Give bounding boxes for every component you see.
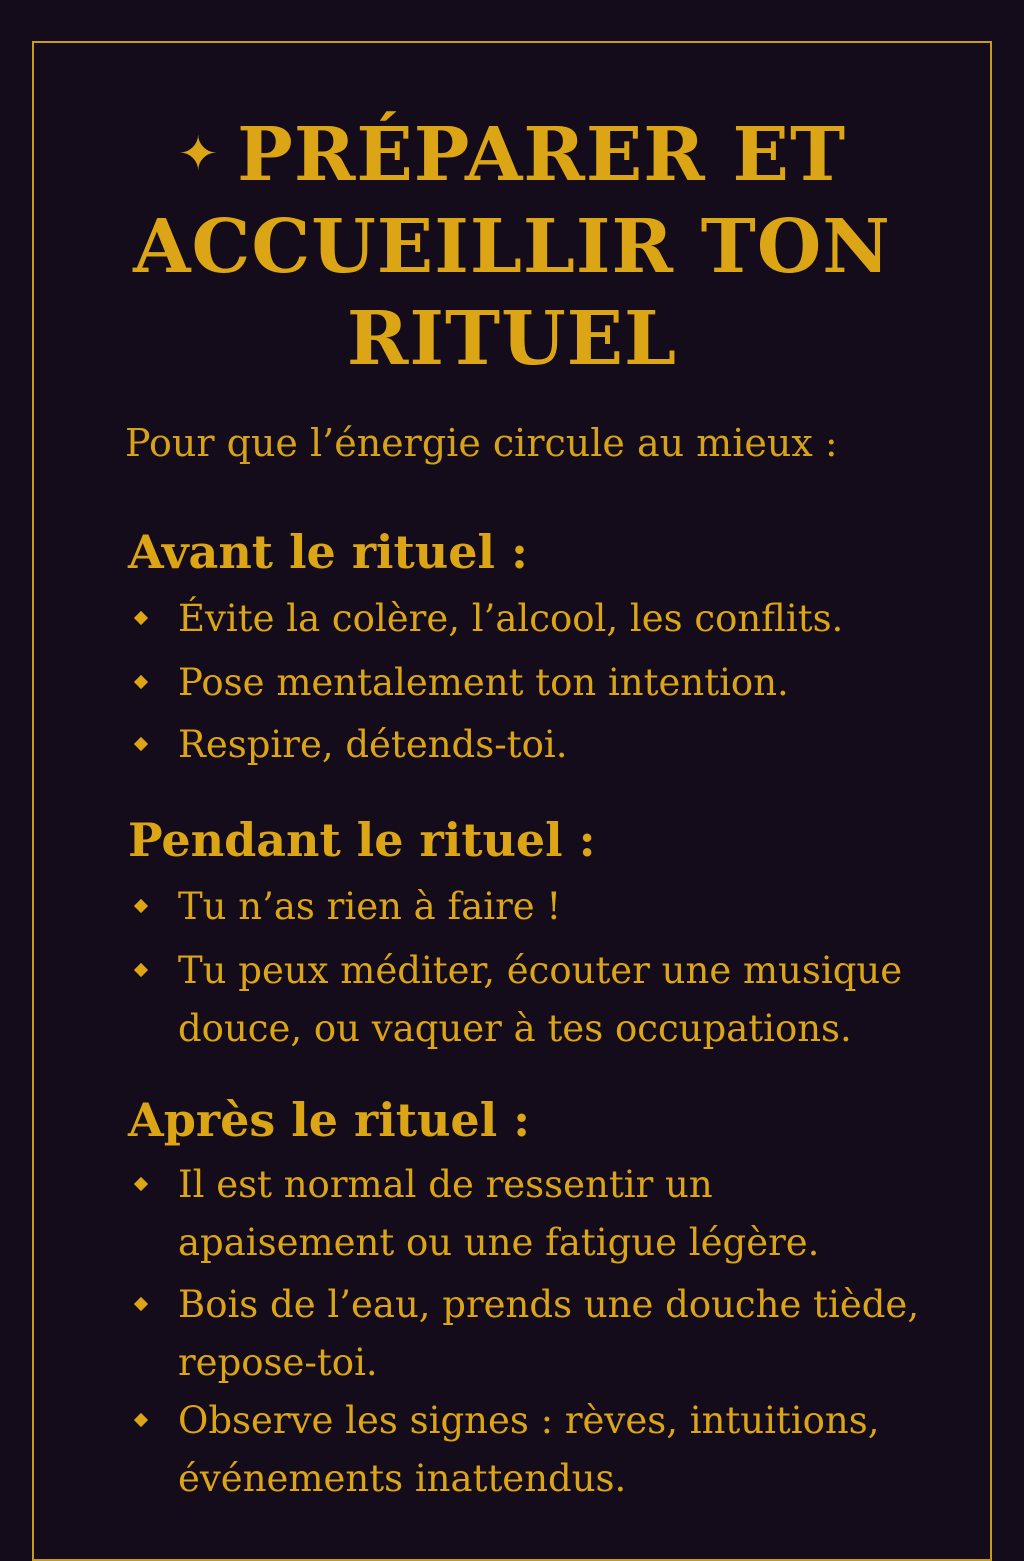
list-item	[134, 878, 954, 936]
section-title-apres: Après le rituel :	[128, 1093, 531, 1147]
list-item-text: Il est normal de ressentir un	[178, 1163, 713, 1206]
section-title-pendant: Pendant le rituel :	[128, 813, 596, 867]
list-item-text: Pose mentalement ton intention.	[178, 661, 789, 704]
diamond-bullet-icon	[134, 1177, 148, 1191]
list-item	[134, 590, 954, 648]
list-item-text: Évite la colère, l’alcool, les conflits.	[178, 597, 844, 640]
diamond-bullet-icon	[134, 963, 148, 977]
diamond-bullet-icon	[134, 1413, 148, 1427]
list-item	[134, 1156, 954, 1272]
sparkle-star-icon: ✦	[177, 126, 220, 182]
intro-text: Pour que l’énergie circule au mieux :	[125, 421, 838, 465]
title-line-2: ACCUEILLIR TON	[133, 204, 891, 290]
diamond-bullet-icon	[134, 899, 148, 913]
list-item	[134, 716, 954, 774]
list-item-text: Tu n’as rien à faire !	[178, 885, 562, 928]
diamond-bullet-icon	[134, 611, 148, 625]
diamond-bullet-icon	[134, 737, 148, 751]
list-item	[134, 1276, 954, 1392]
list-item	[134, 654, 954, 712]
title-line-1	[0, 108, 1024, 201]
list-item-text-continued: apaisement ou une fatigue légère.	[178, 1221, 820, 1264]
title-line-3: RITUEL	[346, 296, 678, 382]
diamond-bullet-icon	[134, 1297, 148, 1311]
page-title	[0, 108, 1024, 385]
list-item	[134, 942, 954, 1058]
list-item-text: Tu peux méditer, écouter une musique	[178, 949, 903, 992]
list-item	[134, 1392, 954, 1508]
list-item-text-continued: événements inattendus.	[178, 1457, 627, 1500]
list-item-text-continued: douce, ou vaquer à tes occupations.	[178, 1007, 852, 1050]
list-item-text-continued: repose-toi.	[178, 1341, 378, 1384]
section-title-avant: Avant le rituel :	[128, 525, 528, 579]
title-line-1-text: PRÉPARER ET	[237, 112, 847, 198]
list-item-text: Respire, détends-toi.	[178, 723, 568, 766]
list-item-text: Bois de l’eau, prends une douche tiède,	[178, 1283, 920, 1326]
diamond-bullet-icon	[134, 675, 148, 689]
list-item-text: Observe les signes : rèves, intuitions,	[178, 1399, 880, 1442]
